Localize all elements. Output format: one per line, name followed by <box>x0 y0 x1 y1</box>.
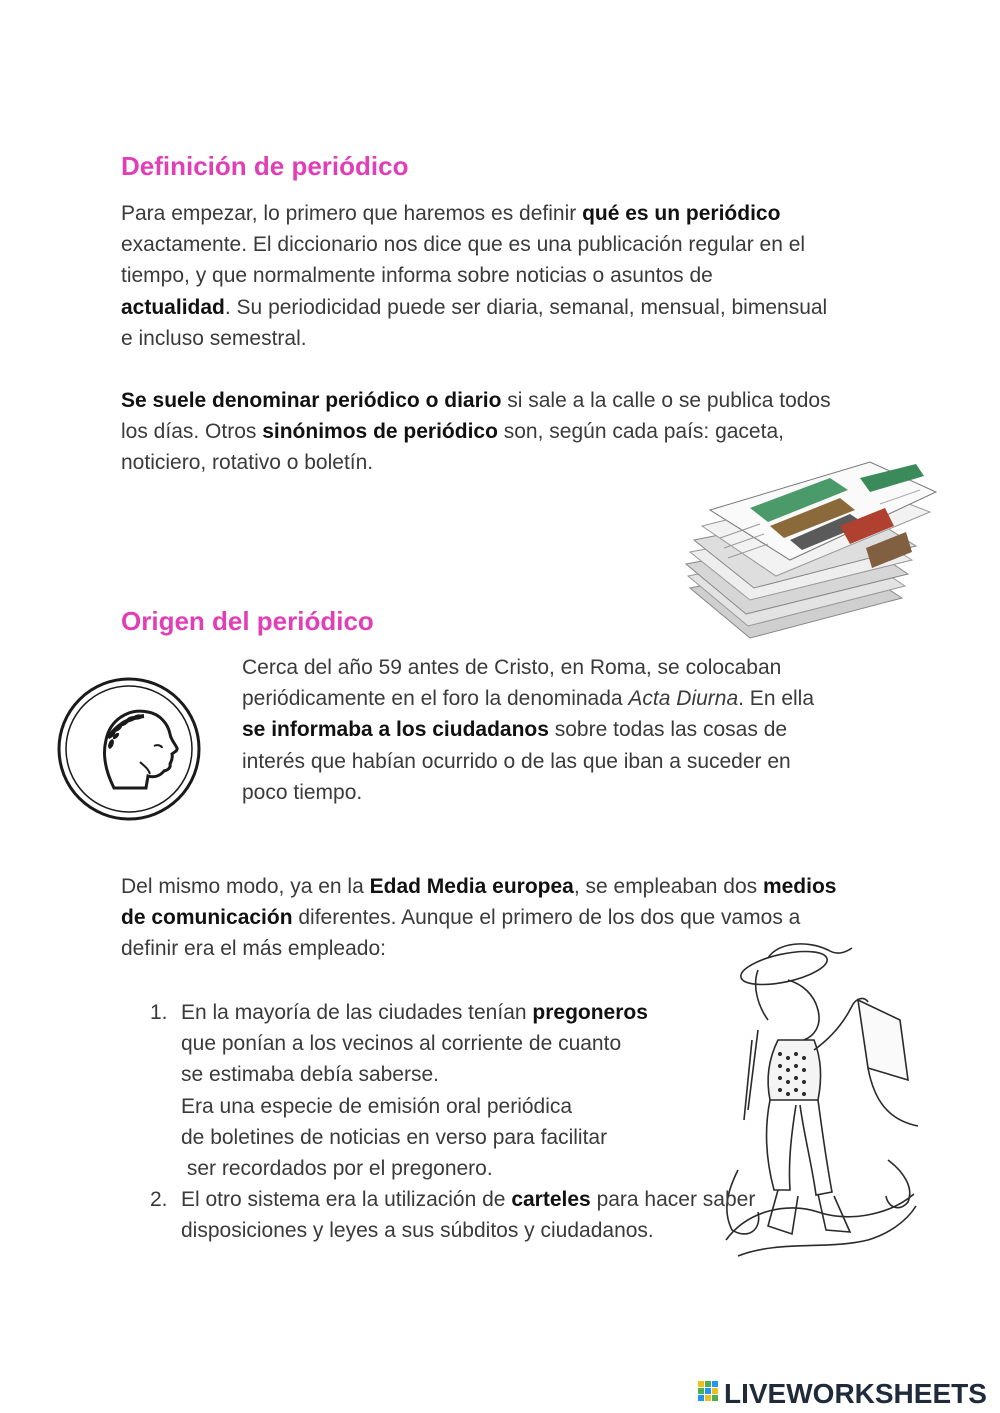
text: noticiero, rotativo o boletín. <box>121 451 374 475</box>
medios-list <box>150 997 810 1247</box>
text: Cerca del año 59 antes de Cristo, en Roma, se colocaban <box>242 656 782 679</box>
bold-text: medios <box>762 875 837 898</box>
paragraph-acta-diurna <box>242 652 882 808</box>
text: para hacer saber <box>590 1188 756 1212</box>
text: disposiciones y leyes a sus súbditos y ciudadanos. <box>181 1219 654 1243</box>
text: definir era el más empleado: <box>121 937 386 961</box>
text: . En ella <box>738 687 815 711</box>
heading-definicion: Definición de periódico <box>121 151 409 181</box>
text: interés que habían ocurrido o de las que iban a suceder en <box>242 749 791 773</box>
text: ser recordados por el pregonero. <box>181 1157 493 1181</box>
paragraph-definicion <box>121 198 881 354</box>
bold-text: se informaba a los ciudadanos <box>242 718 549 742</box>
text: Del mismo modo, ya en la <box>121 875 370 898</box>
text: En la mayoría de las ciudades tenían <box>181 1001 533 1024</box>
text: diferentes. Aunque el primero de los dos que vamos a <box>292 906 801 930</box>
text: exactamente. El diccionario nos dice que es una publicación regular en el <box>121 233 806 257</box>
text: poco tiempo. <box>242 780 363 804</box>
list-item <box>150 997 810 1184</box>
bold-text: qué es un periódico <box>582 202 781 225</box>
text: Era una especie de emisión oral periódica <box>181 1094 573 1118</box>
text: periódicamente en el foro la denominada <box>242 687 629 711</box>
text: sobre todas las cosas de <box>548 718 788 742</box>
text: , se empleaban dos <box>573 875 763 898</box>
text: El otro sistema era la utilización de <box>181 1188 512 1212</box>
text: que ponían a los vecinos al corriente de cuanto <box>181 1032 622 1056</box>
bold-text: de comunicación <box>121 906 293 930</box>
liveworksheets-logo[interactable] <box>698 1378 987 1410</box>
roman-coin-icon <box>56 676 202 822</box>
italic-text: Acta Diurna <box>628 687 739 711</box>
liveworksheets-icon <box>698 1381 720 1407</box>
text: son, según cada país: gaceta, <box>497 420 784 444</box>
text: . Su periodicidad puede ser diaria, semanal, mensual, bimensual <box>224 295 828 319</box>
heading-origen: Origen del periódico <box>121 606 374 636</box>
list-number: 2. <box>150 1188 168 1212</box>
list-number: 1. <box>150 1001 168 1024</box>
text: Para empezar, lo primero que haremos es definir <box>121 202 583 225</box>
bold-text: carteles <box>511 1188 591 1212</box>
text: tiempo, y que normalmente informa sobre noticias o asuntos de <box>121 264 713 288</box>
text: si sale a la calle o se publica todos <box>501 389 831 412</box>
text: se estimaba debía saberse. <box>181 1063 439 1087</box>
bold-text: Se suele denominar periódico o diario <box>121 389 502 412</box>
text: los días. Otros <box>121 420 263 444</box>
text: de boletines de noticias en verso para facilitar <box>181 1125 608 1149</box>
bold-text: sinónimos de periódico <box>262 420 498 444</box>
footer-brand: LIVEWORKSHEETS <box>724 1378 987 1409</box>
bold-text: pregoneros <box>532 1001 648 1024</box>
list-item <box>150 1184 810 1246</box>
newspaper-stack-image <box>680 448 942 648</box>
bold-text: actualidad <box>121 295 225 319</box>
bold-text: Edad Media europea <box>369 875 574 898</box>
text: e incluso semestral. <box>121 326 307 350</box>
